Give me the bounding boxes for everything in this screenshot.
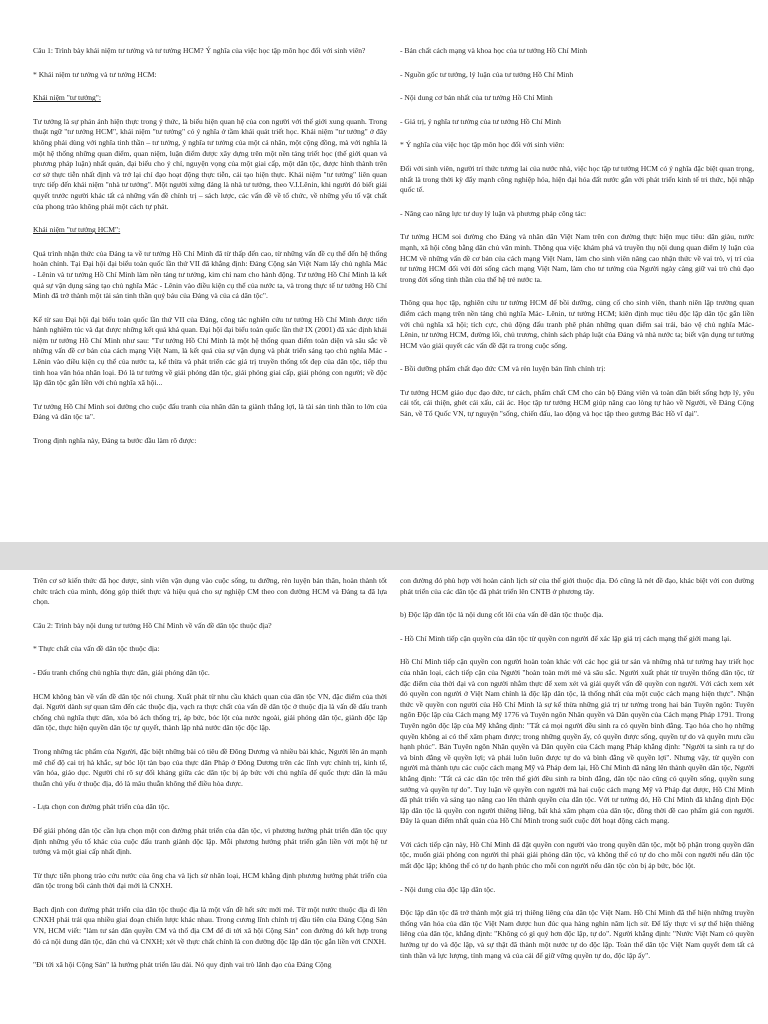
text-paragraph: Khái niệm "tư tưởng": <box>33 93 102 103</box>
text-paragraph: - Lựa chọn con đường phát triển của dân tộc. <box>33 802 170 812</box>
text-paragraph: Trên cơ sở kiến thức đã học được, sinh viên vận dụng vào cuộc sống, tu dưỡng, rèn luyện bản thân, hoàn thành tốt chức trách của mình, đóng góp thiết thực và hiệu quả cho sự nghiệp CM theo con đường HCM và Đảng ta đã lựa chọn. <box>33 576 387 607</box>
text-paragraph: Tư tưởng Hồ Chí Minh soi đường cho cuộc đấu tranh của nhân dân ta giành thắng lợi, là tài sản tinh thần to lớn của Đảng và dân tộc ta". <box>33 401 387 422</box>
text-paragraph: "Đi tới xã hội Cộng Sản" là hướng phát triển lâu dài. Nó quy định vai trò lãnh đạo của Đảng Cộng <box>33 960 332 970</box>
page-separator <box>0 542 768 570</box>
text-paragraph: Hồ Chí Minh tiếp cận quyền con người hoàn toàn khác với các học giả tư sản và những nhà tư tưởng hay triết học của nhân loại, cách tiếp cận của Người "hoàn toàn mới mẻ và sâu sắc. Người xuất phát từ truyền thống dân tộc, từ đặc điểm của thời đại và con người nhằm thực để xem xét và giải quyết vấn đề quyền con người. Với cách xem xét đó quyền con người ở Việt Nam chính là độc lập dân tộc, là thống nhất của một cuộc cách mạng hiện thực". Nhận thức về quyền con người của Hồ Chí Minh là sự kế thừa những giá trị tư tưởng trong hai bản Tuyên ngôn: Tuyên ngôn Độc lập của Cách mạng Mỹ 1776 và Tuyên ngôn Nhân quyền và Dân quyền của Cách mạng Pháp 1791. Trong Tuyên ngôn độc lập của Mỹ khẳng định: "Tất cả mọi người đều sinh ra có quyền bình đẳng. Tạo hóa cho họ những quyền không ai có thể xâm phạm được; trong những quyền ấy, có quyền được sống, quyền tự do và quyền mưu cầu hạnh phúc". Bản Tuyên ngôn Nhân quyền và Dân quyền của Cách mạng Pháp khẳng định: "Người ta sinh ra tự do và bình đẳng về quyền lợi; và phải luôn luôn được tự do và bình đẳng về quyền lợi". Nhưng vậy, từ quyền con người mà thành tựu các cuộc cách mạng Mỹ và Pháp đem lại, Hồ Chí Minh đã nâng lên thành quyền dân tộc, Người khẳng định: "Tất cả các dân tộc trên thế giới đều sinh ra bình đẳng, dân tộc nào cũng có quyền sống, quyền sung sướng và quyền tự do". Tuy luận về quyền con người mà hai cuộc cách mạng Mỹ và Pháp đạt được, Hồ Chí Minh đã phát triển và sáng tạo nâng cao lên thành quyền của dân tộc. Với tư tưởng đó, Hồ Chí Minh đã khẳng định Độc lập dân tộc là quyền con người thiêng liêng, bất khả xâm phạm của dân tộc, đồng thời đề cao phẩm giá con người. Đây là quan điểm nhất quán của Hồ Chí Minh trong suốt cuộc đời hoạt động cách mạng. <box>400 657 754 826</box>
text-paragraph: Từ thực tiễn phong trào cứu nước của ông cha và lịch sử nhân loại, HCM khẳng định phương hướng phát triển của dân tộc trong bối cảnh thời đại mới là CNXH. <box>33 870 387 891</box>
text-paragraph: Tư tưởng HCM giáo dục đạo đức, tư cách, phẩm chất CM cho cán bộ Đảng viên và toàn dân biết sống hợp lý, yêu cái tốt, cái thiện, ghét cái xấu, cái ác. Học tập tư tưởng HCM giúp nâng cao lòng tự hào về Người, về Đảng Cộng Sản, về Tổ Quốc VN, tự nguyện "sống, chiến đấu, lao động và học tập theo gương Bác Hồ vĩ đại". <box>400 387 754 419</box>
text-paragraph: Tư tưởng là sự phản ánh hiện thực trong ý thức, là biểu hiện quan hệ của con người với thế giới xung quanh. Trong thuật ngữ "tư tưởng HCM", khái niệm "tư tưởng" có ý nghĩa ở tầm khái quát triết học. Khái niệm "tư tưởng" ở đây không phải dùng với nghĩa tinh thần – tư tưởng, ý nghĩa tư tưởng của một cá nhân, một cộng đồng, mà với nghĩa là một hệ thống những quan điểm, quan niệm, luận điểm được xây dựng trên một nền tảng triết học (thế giới quan và phương pháp luận) nhất quán, đại biểu cho ý chí, nguyện vọng của một giai cấp, một dân tộc, được hình thành trên cơ sở thực tiễn nhất định và trở lại chỉ đạo hoạt động thực tiễn, cải tạo hiện thực. Khái niệm "tư tưởng" liên quan trực tiếp đến khái niệm "nhà tư tưởng". Một người xứng đáng là nhà tư tưởng, theo V.I.Lênin, khi người đó biết giải quyết trước người khác tất cả những vấn đề chính trị – sách lược, các vấn đề về tổ chức, về những yếu tố vật chất của phong trào không phải một cách tự phát. <box>33 116 387 211</box>
text-paragraph: - Đấu tranh chống chủ nghĩa thực dân, giải phóng dân tộc. <box>33 667 210 677</box>
text-paragraph: Độc lập dân tộc đã trở thành một giá trị thiêng liêng của dân tộc Việt Nam. Hồ Chí Minh đã thể hiện những truyền thống văn hóa của dân tộc Việt Nam được hun đúc qua hàng nghìn năm lịch sử. Để lấy thực vì sự thể hiện thiêng liêng của dân tộc, khẳng định: "Không có gì quý hơn độc lập, tự do". Người khẳng định: "Nước Việt Nam có quyền hưởng tự do và độc lập, và sự thật đã thành một nước tự do độc lập. Toàn thể dân tộc Việt Nam quyết đem tất cả tinh thần và lực lượng, tính mạng và của cải để giữ vững quyền tự do, độc lập ấy". <box>400 908 754 960</box>
text-paragraph: Trong định nghĩa này, Đảng ta bước đầu làm rõ được: <box>33 436 197 446</box>
text-paragraph: * Thực chất của vấn đề dân tộc thuộc địa: <box>33 644 160 654</box>
page-bottom-left-column <box>33 576 387 984</box>
text-paragraph: Với cách tiếp cận này, Hồ Chí Minh đã đặt quyền con người vào trong quyền dân tộc, một bộ phận trong quyền dân tộc, muốn giải phóng con người thì phải giải phóng dân tộc, và không thể có tự do cho mỗi con người nếu dân tộc mất độc lập; không thể có tự do hạnh phúc cho mỗi con người nếu dân tộc còn bị áp bức, bóc lột. <box>400 839 754 871</box>
text-paragraph: con đường đó phù hợp với hoàn cảnh lịch sử của thế giới thuộc địa. Đó cũng là nét đề đạo, khác biệt với con đường phát triển của các dân tộc đã phát triển lên CNTB ở phương tây. <box>400 576 754 596</box>
text-paragraph: Câu 1: Trình bày khái niệm tư tưởng và tư tưởng HCM? Ý nghĩa của việc học tập môn học đối với sinh viên? <box>33 46 366 55</box>
text-paragraph: - Bồi dưỡng phẩm chất đạo đức CM và rèn luyện bản lĩnh chính trị: <box>400 364 606 374</box>
text-paragraph: Thông qua học tập, nghiên cứu tư tưởng HCM để bồi dưỡng, củng cố cho sinh viên, thanh niên lập trường quan điểm cách mạng trên nền tảng chủ nghĩa Mác- Lênin, tư tưởng HCM; kiên định mục tiêu độc lập dân tộc gắn liền với chủ nghĩa xã hội; tích cực, chủ động đấu tranh phê phán những quan điểm sai trái, bảo vệ chủ nghĩa Mác- Lênin, tư tưởng HCM, đường lối, chủ trương, chính sách pháp luật của Đảng và nhà nước ta; biết vận dụng tư tưởng HCM vào giải quyết các vấn đề đặt ra trong cuộc sống. <box>400 298 754 350</box>
text-paragraph: Đối với sinh viên, người trí thức tương lai của nước nhà, việc học tập tư tưởng HCM có ý nghĩa đặc biệt quan trọng, nhất là trong thời kỳ đẩy mạnh công nghiệp hóa, hiện đại hóa đất nước gắn với phát triển kinh tế tri thức, hội nhập quốc tế. <box>400 163 754 195</box>
text-paragraph: Câu 2: Trình bày nội dung tư tưởng Hồ Chí Minh về vấn đề dân tộc thuộc địa? <box>33 620 272 630</box>
document-page-bottom <box>0 570 768 1024</box>
text-paragraph: Kể từ sau Đại hội đại biểu toàn quốc lần thứ VII của Đảng, công tác nghiên cứu tư tưởng Hồ Chí Minh được tiến hành nghiêm túc và đạt được những kết quả khả quan. Đại hội đại biểu toàn quốc lần thứ IX (2001) đã xác định khái niệm tư tưởng Hồ Chí Minh như sau: "Tư tưởng Hồ Chí Minh là một hệ thống quan điểm toàn diện và sâu sắc về những vấn đề cơ bản của cách mạng Việt Nam, là kết quả của sự vận dụng và phát triển sáng tạo chủ nghĩa Mác - Lênin vào điều kiện cụ thể của nước ta, kế thừa và phát triển các giá trị truyền thống tốt đẹp của dân tộc, tiếp thu tinh hoa văn hóa nhân loại. Đó là tư tưởng về giải phóng dân tộc, giải phóng giai cấp, giải phóng con người; về độc lập dân tộc gắn liền với chủ nghĩa xã hội... <box>33 314 387 388</box>
text-paragraph: * Khái niệm tư tưởng và tư tưởng HCM: <box>33 69 157 79</box>
text-paragraph: HCM không bàn về vấn đề dân tộc nói chung. Xuất phát từ nhu cầu khách quan của dân tộc VN, đặc điểm của thời đại. Người dành sự quan tâm đến các thuộc địa, vạch ra thực chất của vấn đề dân tộc ở thuộc địa là vấn đề đấu tranh chống chủ nghĩa thực dân, xóa bỏ ách thống trị, áp bức, bóc lột của nước ngoài, giải phóng dân tộc, giành độc lập dân tộc, thực hiện quyền dân tộc tự quyết, thành lập nhà nước dân tộc độc lập. <box>33 691 387 733</box>
text-paragraph: Bạch định con đường phát triển của dân tộc thuộc địa là một vấn đề hết sức mới mẻ. Từ một nước thuộc địa đi lên CNXH phải trải qua nhiều giai đoạn chiến lược khác nhau. Trong cương lĩnh chính trị đầu tiên của Đảng Cộng Sản VN, HCM viết: "làm tư sản dân quyền CM và thổ địa CM để đi tới xã hội Cộng Sản" con đường đó kết hợp trong đó cả nội dung dân tộc, dân chủ và CNXH; xét về thực chất chính là con đường độc lập dân tộc gắn liền với CNXH. <box>33 904 387 946</box>
text-paragraph: - Nguồn gốc tư tưởng, lý luận của tư tưởng Hồ Chí Minh <box>400 69 574 79</box>
text-paragraph: b) Độc lập dân tộc là nội dung cốt lõi của vấn đề dân tộc thuộc địa. <box>400 610 604 620</box>
text-paragraph: - Nội dung cơ bản nhất của tư tưởng Hồ Chí Minh <box>400 93 553 103</box>
text-paragraph: - Nội dung của độc lập dân tộc. <box>400 884 496 894</box>
text-paragraph: - Nâng cao năng lực tư duy lý luận và phương pháp công tác: <box>400 208 587 218</box>
text-paragraph: Để giải phóng dân tộc cần lựa chọn một con đường phát triển của dân tộc, vì phương hướng phát triển dân tộc quy định những yếu tố khác của cuộc đấu tranh giành độc lập. Mỗi phương hướng phát triển gắn liền với một hệ tư tưởng và một giai cấp nhất định. <box>33 825 387 857</box>
text-paragraph: Tư tưởng HCM soi đường cho Đảng và nhân dân Việt Nam trên con đường thực hiện mục tiêu: dân giàu, nước mạnh, xã hội công bằng dân chủ văn minh. Thông qua việc khám phá và truyền thụ nội dung quan điểm lý luận của HCM về những vấn đề cơ bản của cách mạng Việt Nam, làm cho sinh viên nâng cao nhận thức về vai trò, vị trí của tư tưởng HCM đối với đời sống cách mạng Việt Nam, làm cho tư tưởng của Người ngày càng giữ vai trò chủ đạo trong đời sống tinh thần của thế hệ trẻ nước ta. <box>400 232 754 284</box>
text-paragraph: Trong những tác phẩm của Người, đặc biệt những bài có tiêu đề Đông Dương và nhiều bài khác, Người lên án mạnh mẽ chế độ cai trị hà khắc, sự bóc lột tàn bạo của thực dân Pháp ở Đông Dương trên các lĩnh vực chính trị, kinh tế, văn hóa, giáo dục. Người chỉ rõ sự đối kháng giữa các dân tộc bị áp bức với chủ nghĩa đế quốc thực dân là mâu thuẫn chủ yếu ở thuộc địa, đó là mâu thuẫn không thể điều hòa được. <box>33 746 387 788</box>
page-bottom-right-column <box>400 576 754 974</box>
page-top-right-column <box>400 46 754 433</box>
text-paragraph: Quá trình nhận thức của Đảng ta về tư tưởng Hồ Chí Minh đã từ thấp đến cao, từ những vấn đề cụ thể đến hệ thống hoàn chỉnh. Tại Đại hội đại biểu toàn quốc lần thứ VII đã khẳng định: Đảng Cộng sản Việt Nam lấy chủ nghĩa Mác - Lênin và tư tưởng Hồ Chí Minh làm nền tảng tư tưởng, kim chỉ nam cho hành động. Tư tưởng Hồ Chí Minh là kết quả sự vận dụng sáng tạo chủ nghĩa Mác - Lênin vào điều kiện cụ thể của nước ta, và trong thực tế tư tưởng Hồ Chí Minh đã trở thành một tài sản tinh thần quý báu của Đảng và của cả dân tộc". <box>33 248 387 301</box>
text-paragraph: - Giá trị, ý nghĩa tư tưởng của tư tưởng Hồ Chí Minh <box>400 116 561 126</box>
text-paragraph: - Bản chất cách mạng và khoa học của tư tưởng Hồ Chí Minh <box>400 46 588 55</box>
page-top-left-column <box>33 46 387 460</box>
text-paragraph: * Ý nghĩa của việc học tập môn học đối với sinh viên: <box>400 140 565 150</box>
text-paragraph: - Hồ Chí Minh tiếp cận quyền của dân tộc từ quyền con người để xác lập giá trị cách mạng thế giới mang lại. <box>400 633 732 643</box>
text-paragraph: Khái niệm "tư tưởng HCM": <box>33 225 121 235</box>
